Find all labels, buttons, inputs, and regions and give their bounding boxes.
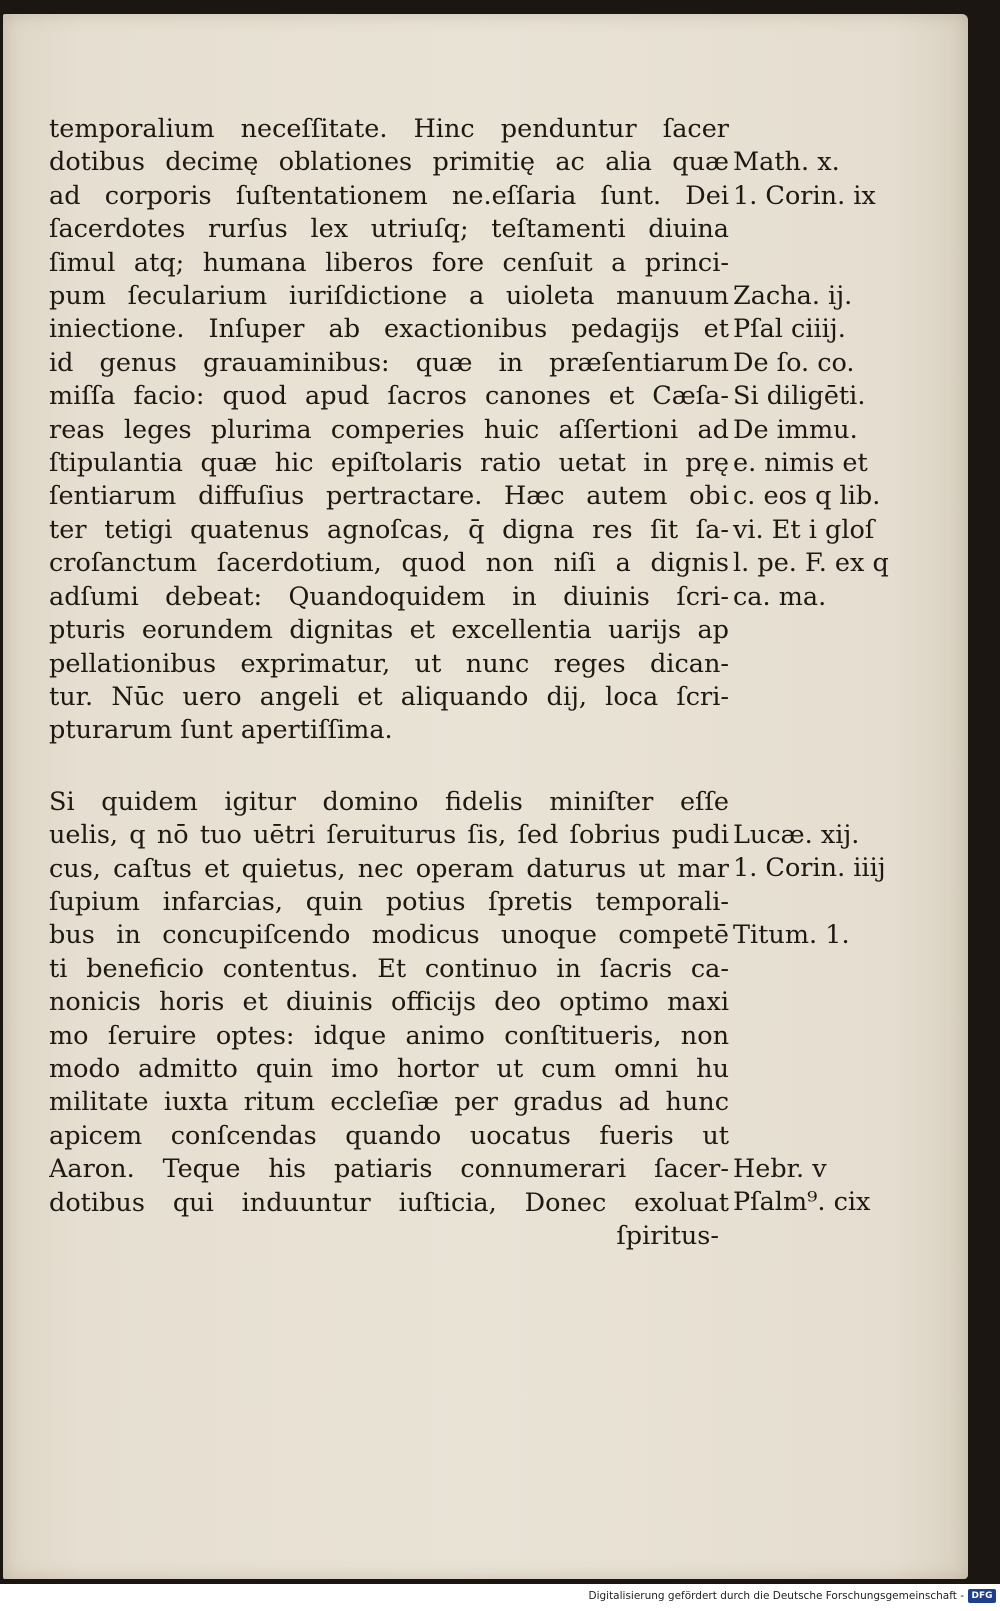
margin-note: Math. x.	[733, 147, 840, 178]
margin-note: Zacha. ij.	[733, 281, 853, 311]
text-line: militate iuxta ritum eccleſiæ per gradus ad hunc	[49, 1087, 729, 1118]
margin-note: l. pe. F. ex q	[733, 548, 889, 579]
text-line: pellationibus exprimatur, ut nunc reges dican-	[49, 648, 729, 679]
text-line: Aaron. Teque his patiaris connumerari ſacer-	[49, 1154, 729, 1185]
paragraph-2	[49, 786, 729, 1220]
text-line: croſanctum ſacerdotium, quod non niſi a dignis	[49, 548, 729, 579]
margin-note: De ſo. co.	[733, 347, 855, 378]
text-line: id genus grauaminibus: quæ in præſentiarum	[49, 347, 729, 378]
margin-note: ca. ma.	[733, 581, 827, 612]
digitization-footer	[0, 1584, 1000, 1611]
text-line: modo admitto quin imo hortor ut cum omni hu	[49, 1053, 729, 1084]
text-line: reas leges plurima comperies huic aſſertioni ad	[49, 414, 729, 445]
margin-note: Pſalm⁹. cix	[733, 1187, 871, 1218]
text-line: temporalium neceſſitate. Hinc penduntur ſacer	[49, 114, 729, 144]
margin-note: vi. Et i gloſ	[733, 514, 875, 545]
footer-credit: Digitalisierung gefördert durch die Deutsche Forschungsgemeinschaft -	[588, 1590, 964, 1602]
text-line: mo ſeruire optes: idque animo conſtitueris, non	[49, 1020, 729, 1051]
margin-note: 1. Corin. ix	[733, 180, 876, 211]
text-line: Si quidem igitur domino fidelis miniſter eſſe	[49, 786, 729, 817]
text-line: ad corporis ſuſtentationem ne.eſſaria ſunt. Dei	[49, 180, 729, 211]
margin-note: Si diligēti.	[733, 381, 866, 412]
margin-note: Lucæ. xij.	[733, 820, 860, 850]
dfg-logo: DFG	[968, 1589, 996, 1603]
text-line: pturis eorundem dignitas et excellentia uarijs ap	[49, 615, 729, 646]
book-page	[3, 14, 968, 1579]
paragraph-1	[49, 113, 729, 748]
text-line: pturarum ſunt apertiſſima.	[49, 715, 393, 746]
text-line: ſentiarum diffuſius pertractare. Hæc autem obi	[49, 481, 729, 512]
margin-note: Pſal ciiij.	[733, 314, 846, 345]
text-line: iniectione. Inſuper ab exactionibus pedagijs et	[49, 314, 729, 345]
text-line: ſupium infarcias, quin potius ſpretis temporali-	[49, 886, 729, 917]
margin-note: c. eos q lib.	[733, 481, 881, 512]
text-line: bus in concupiſcendo modicus unoque competē	[49, 920, 729, 951]
text-line: cus, caſtus et quietus, nec operam daturus ut mar	[49, 853, 729, 884]
margin-note: e. nimis et	[733, 448, 868, 478]
margin-note: De immu.	[733, 414, 858, 445]
text-line: ſtipulantia quæ hic epiſtolaris ratio uetat in prę	[49, 448, 729, 479]
text-line: miſſa facio: quod apud ſacros canones et Cæſa-	[49, 381, 729, 412]
main-text-column	[49, 113, 729, 1253]
text-line: ſacerdotes rurſus lex utriuſq; teſtamenti diuina	[49, 214, 729, 245]
text-line: ter tetigi quatenus agnoſcas, q̄ digna res ſit ſa-	[49, 514, 729, 545]
text-line: ſimul atq; humana liberos fore cenſuit a princi-	[49, 247, 729, 278]
text-line: pum ſecularium iuriſdictione a uioleta manuum	[49, 281, 729, 312]
text-line: apicem conſcendas quando uocatus fueris ut	[49, 1120, 729, 1151]
text-line: dotibus decimę oblationes primitię ac alia quæ	[49, 147, 729, 178]
text-line: tur. Nūc uero angeli et aliquando dij, loca ſcri-	[49, 681, 729, 712]
text-line: ti beneficio contentus. Et continuo in ſacris ca-	[49, 953, 729, 984]
margin-note: Titum. 1.	[733, 920, 850, 951]
text-line: adſumi debeat: Quandoquidem in diuinis ſcri-	[49, 581, 729, 612]
text-line: uelis, q nō tuo uētri ſeruiturus ſis, ſed ſobrius pudi	[49, 820, 729, 851]
catchword: ſpiritus-	[616, 1221, 719, 1251]
text-line: dotibus qui induuntur iuſticia, Donec exoluat	[49, 1187, 729, 1218]
margin-note: 1. Corin. iiij	[733, 853, 886, 884]
margin-note: Hebr. v	[733, 1154, 827, 1184]
text-line: nonicis horis et diuinis officijs deo optimo maxi	[49, 987, 729, 1018]
